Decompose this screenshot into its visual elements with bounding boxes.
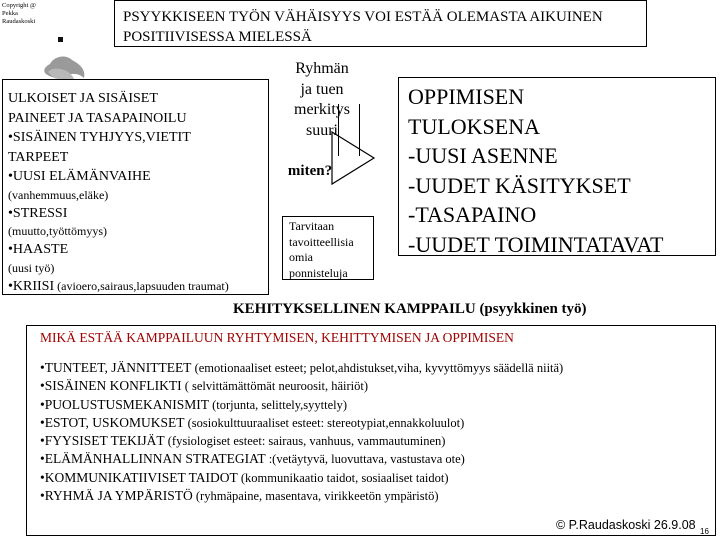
obstacle-item bbox=[40, 469, 715, 487]
pressures-line-11-detail: (avioero,sairaus,lapsuuden traumat) bbox=[54, 278, 229, 293]
title-line-1: PSYYKKISEEN TYÖN VÄHÄISYYS VOI ESTÄÄ OLEMASTA AIKUINEN bbox=[123, 9, 603, 25]
group-line-2: ja tuen bbox=[300, 80, 344, 98]
pressures-line-5: •UUSI ELÄMÄNVAIHE bbox=[8, 169, 151, 184]
copyright-line-1: Copyright @ bbox=[2, 2, 36, 9]
pressures-line-9: •HAASTE bbox=[8, 242, 69, 257]
result-line-3: -UUSI ASENNE bbox=[408, 143, 558, 168]
learning-result-box bbox=[398, 77, 716, 256]
obstacle-desc: ( selvittämättömät neuroosit, häiriöt) bbox=[181, 379, 369, 394]
group-line-1: Ryhmän bbox=[295, 60, 349, 77]
obstacle-desc: :(vetäytyvä, luovuttava, vastustava ote) bbox=[265, 452, 465, 467]
obstacle-label: •PUOLUSTUSMEKANISMIT bbox=[40, 396, 209, 412]
obstacle-item bbox=[40, 377, 715, 395]
pressures-line-6: (vanhemmuus,eläke) bbox=[8, 187, 109, 202]
effort-line-1: Tarvitaan bbox=[289, 219, 335, 233]
effort-line-2: tavoitteellisia bbox=[289, 234, 354, 249]
result-line-4: -UUDET KÄSITYKSET bbox=[408, 172, 631, 198]
obstacles-heading: MIKÄ ESTÄÄ KAMPPAILUUN RYHTYMISEN, KEHITTYMISEN JA OPPIMISEN bbox=[40, 330, 514, 345]
obstacle-label: •KOMMUNIKATIIVISET TAIDOT bbox=[40, 469, 238, 485]
struggle-heading-bold: KEHITYKSELLINEN KAMPPAILU bbox=[233, 301, 476, 317]
obstacle-label: •SISÄINEN KONFLIKTI bbox=[40, 378, 182, 394]
result-line-2: TULOKSENA bbox=[408, 113, 540, 139]
struggle-heading bbox=[233, 300, 713, 318]
pressures-line-4: TARPEET bbox=[8, 149, 69, 165]
obstacle-item bbox=[40, 359, 715, 377]
result-line-5: -TASAPAINO bbox=[408, 202, 537, 227]
pressures-line-3: •SISÄINEN TYHJYYS,VIETIT bbox=[8, 130, 191, 145]
how-question: miten? bbox=[287, 163, 333, 179]
pressures-line-2: PAINEET JA TASAPAINOILU bbox=[8, 110, 187, 126]
pressures-line-11-bullet: •KRIISI bbox=[8, 278, 55, 294]
obstacle-label: •RYHMÄ JA YMPÄRISTÖ bbox=[40, 488, 193, 504]
obstacle-desc: (kommunikaatio taidot, sosiaaliset taidot) bbox=[237, 470, 449, 485]
obstacle-label: •FYYSISET TEKIJÄT bbox=[40, 433, 165, 449]
obstacle-item bbox=[40, 450, 715, 468]
pressures-line-10: (uusi työ) bbox=[8, 260, 55, 275]
obstacle-desc: (fysiologiset esteet: sairaus, vanhuus, vammautuminen) bbox=[164, 434, 446, 449]
page-number: 16 bbox=[700, 527, 709, 536]
obstacle-item bbox=[40, 487, 715, 505]
obstacle-item bbox=[40, 396, 715, 414]
copyright-line-2: Pekka bbox=[2, 10, 18, 17]
obstacle-label: •ELÄMÄNHALLINNAN STRATEGIAT bbox=[40, 451, 266, 467]
pressures-line-11 bbox=[8, 277, 268, 297]
pressures-line-8: (muutto,työttömyys) bbox=[8, 224, 107, 238]
copyright-line-3: Raudaskoski bbox=[2, 18, 36, 25]
group-line-3: merkitys bbox=[294, 101, 350, 118]
pressures-box bbox=[2, 79, 269, 295]
obstacle-desc: (sosiokulttuuraaliset esteet: stereotypiat,ennakkoluulot) bbox=[184, 415, 465, 430]
effort-line-3: omia ponnisteluja bbox=[289, 250, 348, 280]
effort-box bbox=[282, 216, 374, 280]
title-line-2: POSITIIVISESSA MIELESSÄ bbox=[123, 29, 312, 45]
copyright-notice bbox=[2, 2, 62, 26]
obstacle-label: •ESTOT, USKOMUKSET bbox=[40, 414, 185, 430]
obstacle-desc: (ryhmäpaine, masentava, virikkeetön ympäristö) bbox=[192, 489, 439, 504]
struggle-heading-rest: (psyykkinen työ) bbox=[475, 301, 587, 317]
obstacle-label: •TUNTEET, JÄNNITTEET bbox=[40, 360, 192, 375]
obstacle-item bbox=[40, 414, 715, 432]
pressures-line-7: •STRESSI bbox=[8, 205, 68, 221]
result-line-1: OPPIMISEN bbox=[408, 84, 525, 109]
title-box bbox=[114, 0, 647, 47]
obstacle-desc: (torjunta, selittely,syyttely) bbox=[209, 397, 348, 412]
obstacles-box bbox=[26, 325, 716, 536]
obstacle-item bbox=[40, 432, 715, 450]
group-line-4: suuri bbox=[306, 121, 338, 139]
obstacle-desc: (emotionaaliset esteet; pelot,ahdistukset,viha, kyvyttömyys säädellä niitä) bbox=[191, 361, 564, 375]
result-line-6: -UUDET TOIMINTATAVAT bbox=[408, 231, 664, 257]
pressures-line-1: ULKOISET JA SISÄISET bbox=[8, 91, 158, 106]
footer-credit: © P.Raudaskoski 26.9.08 bbox=[556, 518, 696, 532]
